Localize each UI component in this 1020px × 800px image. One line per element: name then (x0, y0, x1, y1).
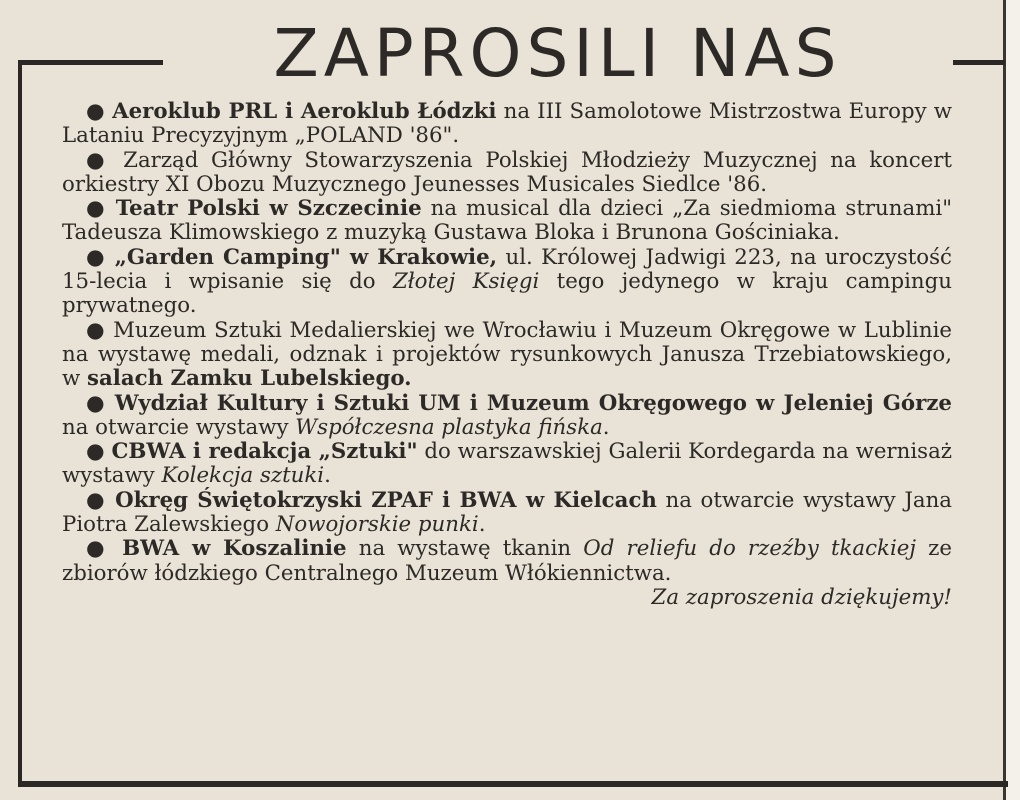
entry-italic-title: Nowojorskie punki (275, 512, 479, 538)
entry-text: na III Samolotowe Mistrzostwa Europy w Lataniu Precyzyjnym „POLAND '86". (62, 99, 952, 149)
article-body (62, 100, 952, 610)
entry-text: Zarząd Główny Stowarzyszenia Polskiej Młodzieży Muzycznej na koncert orkiestry XI Obozu Muzycznego Jeunesses Musicales Siedlce '86. (62, 147, 952, 197)
entry-text: na wystawę tkanin (346, 536, 584, 562)
entry-italic-title: Kolekcja sztuki (161, 463, 325, 489)
entry-italic-title: Od reliefu do rzeźby tkackiej (583, 536, 916, 562)
closing-thanks: Za zaproszenia dziękujemy! (651, 584, 952, 610)
bullet-icon: ● (86, 487, 107, 513)
invitation-entry (62, 392, 952, 441)
invitation-entry (62, 246, 952, 319)
entry-organization: Wydział Kultury i Sztuki UM i Muzeum Okręgowego w Jeleniej Górze (114, 390, 952, 416)
entry-text: tego jedynego w kraju campingu prywatnego. (62, 269, 952, 319)
entry-text: Muzeum Sztuki Medalierskiej we Wrocławiu i Muzeum Okręgowe w Lublinie na wystawę medali, odznak i projektów rysunkowych Janusza Trzebiatowskiego, w (62, 317, 953, 392)
entry-organization: Teatr Polski w Szczecinie (115, 196, 422, 222)
entry-text: na otwarcie wystawy Jana Piotra Zalewskiego (62, 487, 952, 538)
frame-border-bottom (18, 781, 1008, 787)
invitation-entry (62, 319, 952, 392)
entry-organization: Okręg Świętokrzyski ZPAF i BWA w Kielcach (115, 487, 657, 513)
frame-border-left (18, 62, 22, 785)
entry-text: do warszawskiej Galerii Kordegarda na wernisaż wystawy (62, 439, 952, 489)
entry-text: . (602, 414, 610, 440)
article-title: ZAPROSILI NAS (273, 15, 842, 92)
closing-row (62, 586, 952, 610)
entry-organization: CBWA i redakcja „Sztuki" (111, 439, 418, 465)
invitation-entry (62, 537, 952, 586)
page-edge (1003, 0, 1020, 800)
bullet-icon: ● (86, 536, 110, 562)
entry-text: na musical dla dzieci „Za siedmioma strunami" Tadeusza Klimowskiego z muzyką Gustawa Bloka i Brunona Gościniaka. (62, 196, 952, 246)
invitation-entry (62, 149, 952, 198)
entry-text: ul. Królowej Jadwigi 223, na uroczystość 15-lecia i wpisanie się do (62, 244, 952, 295)
entry-text: . (324, 463, 331, 489)
entry-text: na otwarcie wystawy (62, 414, 296, 440)
entry-italic-title: Współczesna plastyka fińska (295, 414, 603, 440)
entry-venue: salach Zamku Lubelskiego. (87, 366, 412, 392)
entry-organization: Aeroklub PRL i Aeroklub Łódzki (112, 99, 497, 124)
entry-text: . (478, 512, 486, 538)
frame-border-top-left (18, 60, 163, 65)
invitation-entry (62, 197, 952, 246)
frame-border-top-right (953, 60, 1005, 65)
invitation-entry (62, 489, 952, 538)
invitation-entry (62, 440, 952, 489)
bullet-icon: ● (86, 147, 111, 173)
bullet-icon: ● (86, 244, 107, 270)
bullet-icon: ● (86, 439, 105, 465)
entry-organization: „Garden Camping" w Krakowie, (114, 244, 498, 270)
entry-italic-title: Złotej Księgi (392, 269, 540, 295)
entry-text: ze zbiorów łódzkiego Centralnego Muzeum Włókiennictwa. (62, 536, 952, 586)
bullet-icon: ● (86, 99, 105, 124)
bullet-icon: ● (86, 196, 107, 222)
invitation-entry (62, 100, 952, 149)
bullet-icon: ● (86, 317, 106, 343)
entry-organization: BWA w Koszalinie (122, 536, 347, 562)
bullet-icon: ● (86, 390, 107, 416)
